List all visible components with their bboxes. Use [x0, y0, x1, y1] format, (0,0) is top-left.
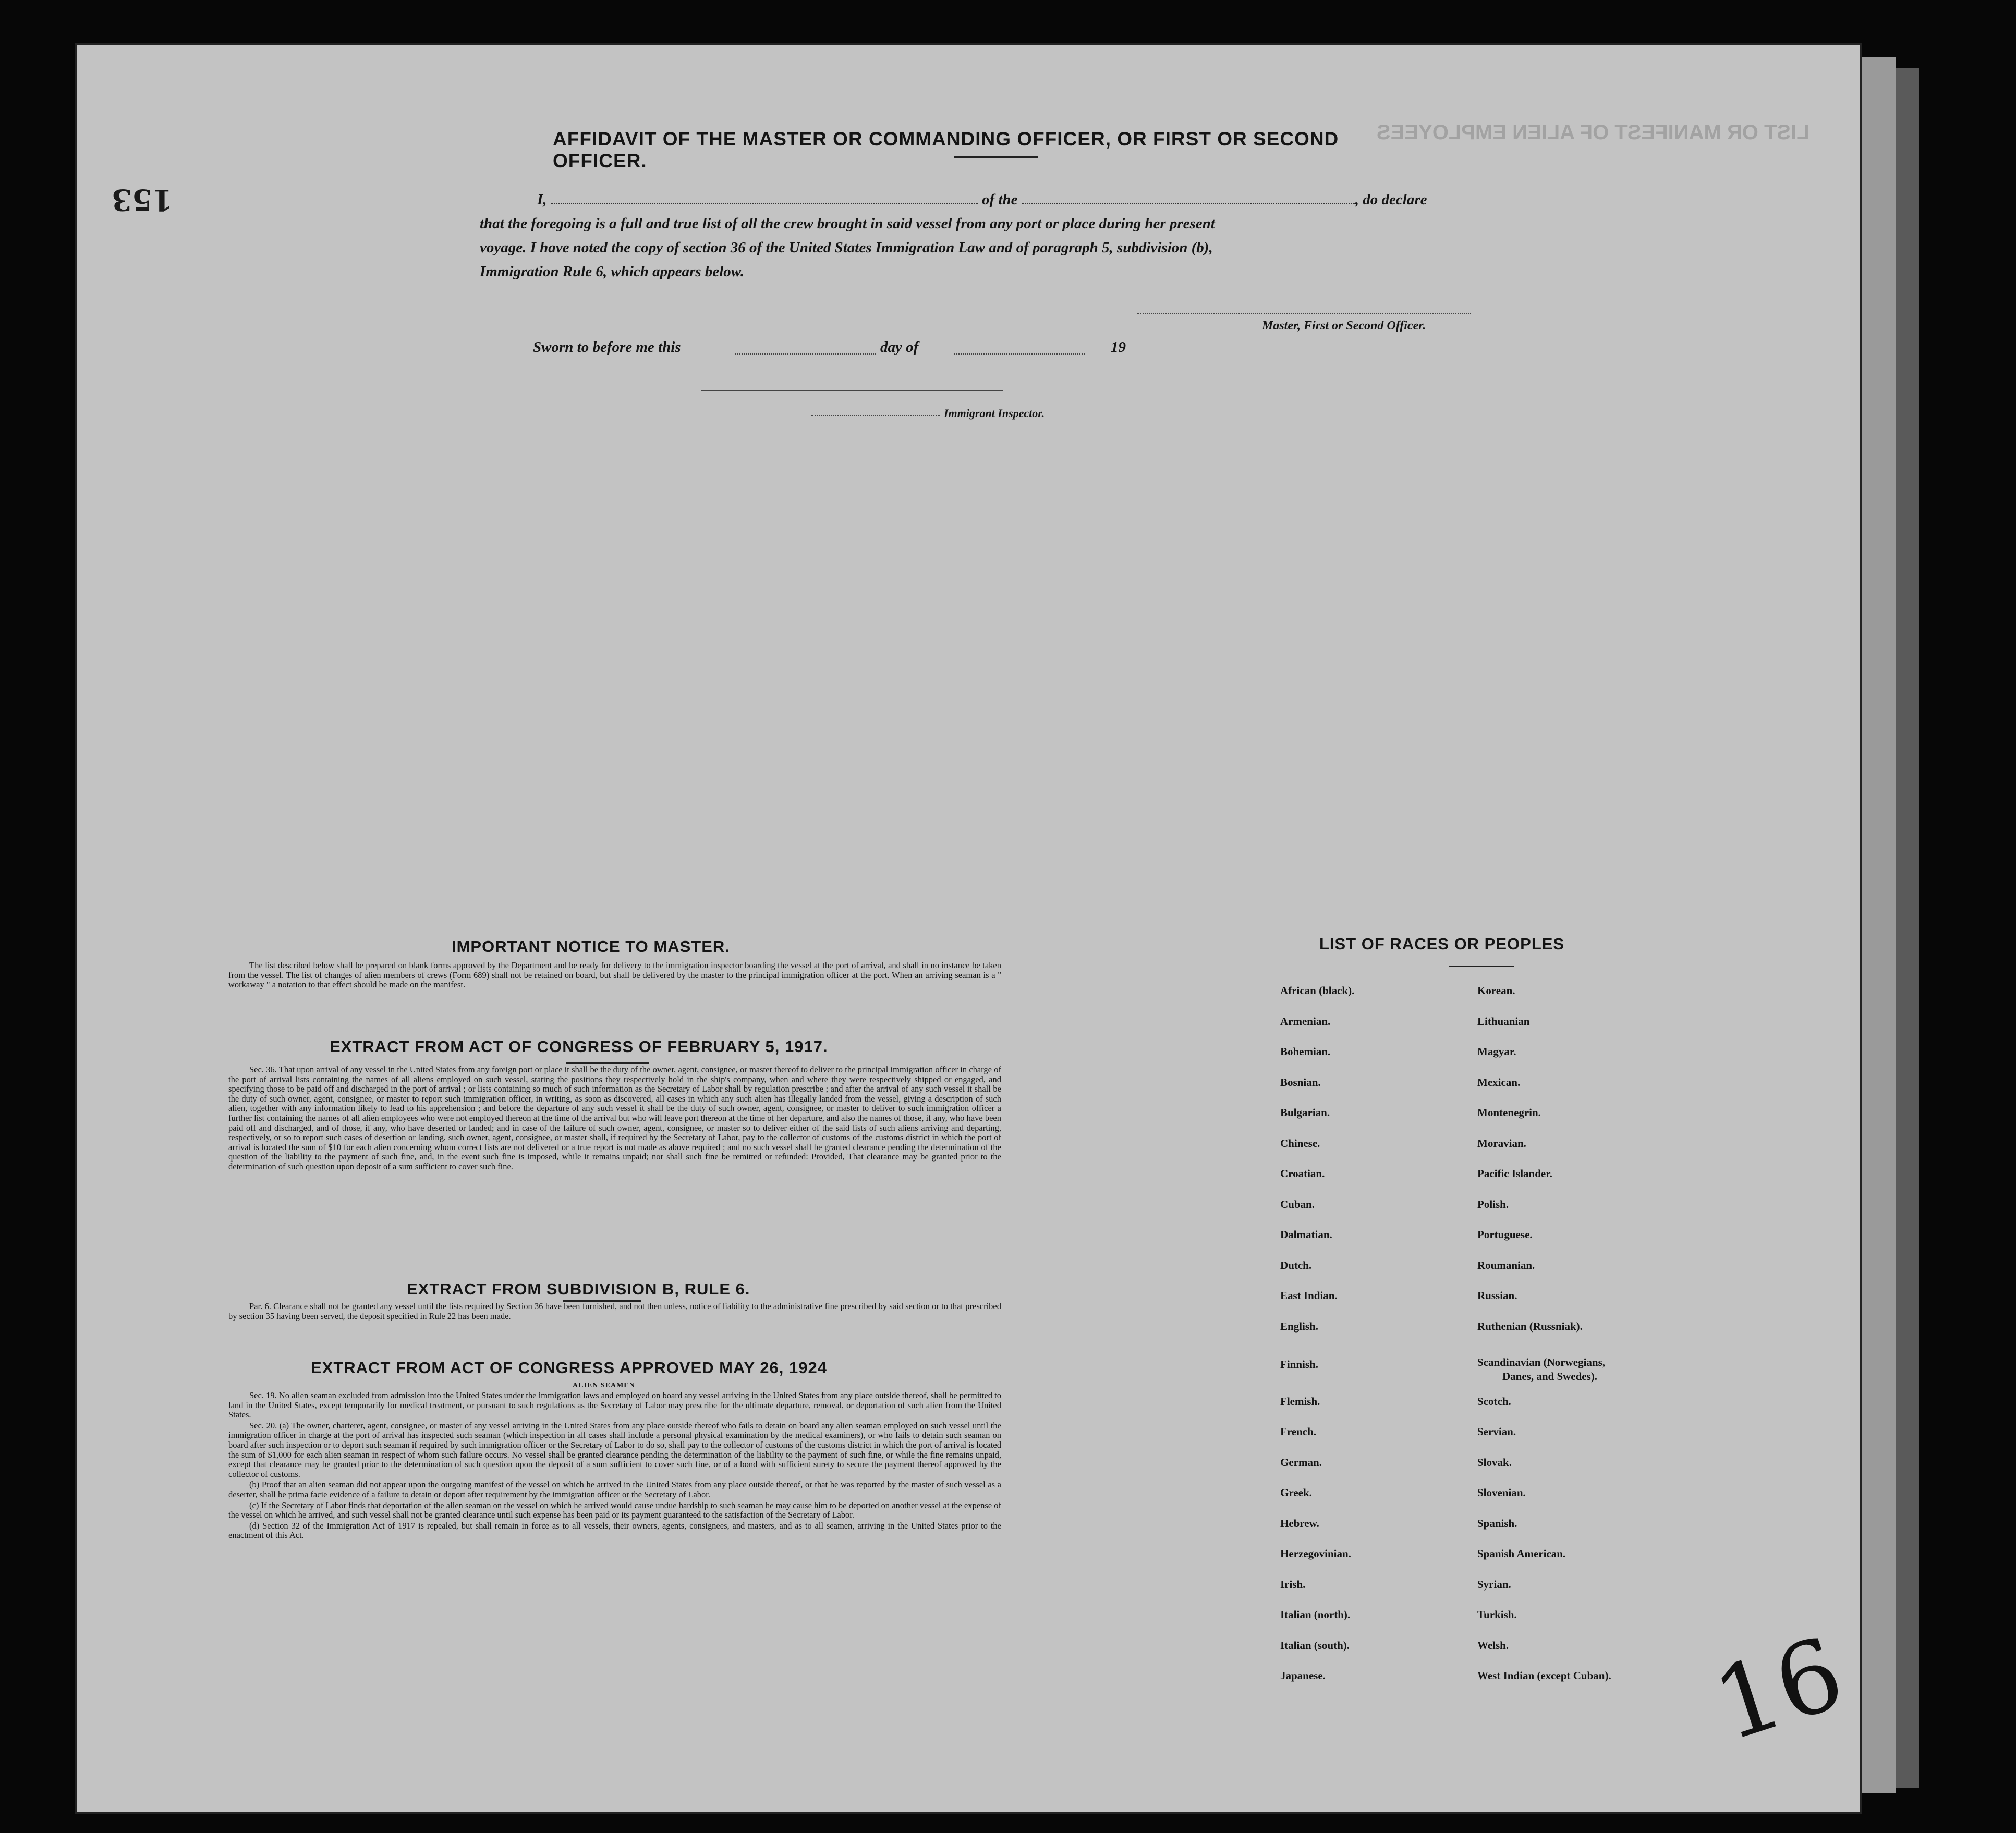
extract-1924-paragraph: (c) If the Secretary of Labor finds that deportation of the alien seaman on the vessel on which he arrived would cause undue hardship to such seaman he may cause him to be deported on another vessel at the expense of the vessel on which he arrived, and such vessel shall not be granted clearance until such expense has been paid or its payment guaranteed to the satisfaction of the Secretary of Labor.: [228, 1500, 1001, 1520]
extract-1924-paragraph: Sec. 20. (a) The owner, charterer, agent, consignee, or master of any vessel arriving in the United States from any place outside thereof who fails to detain on board any alien seaman employed on such vessel until the immigration officer in charge at the port of arrival has inspected such seaman (which inspection in all cases shall include a personal physical examination by the medical examiners), or who fails to detain such seaman on board after such inspection or to deport such seaman if required by such immigration officer or the Secretary of Labor to do so, shall pay to the collector of customs of the customs district in which the port of arrival is located the sum of $1,000 for each alien seaman in respect of whom such failure occurs. No vessel shall be granted clearance pending the determination of the liability to the payment of such fine, or while the fine remains unpaid, except that clearance may be granted prior to the determination of such question upon the deposit of a sum sufficient to cover such fine, or of a bond with sufficient surety to secure the payment thereof approved by the collector of customs.: [228, 1420, 1001, 1479]
inspector-label: Immigrant Inspector.: [944, 407, 1045, 420]
race-item: Greek.: [1280, 1486, 1312, 1499]
extract-1917-paragraph: Sec. 36. That upon arrival of any vessel in the United States from any foreign port or place it shall be the duty of the owner, agent, consignee, or master thereof to deliver to the principal immigration officer in charge of the port of arrival lists containing the names of all aliens employed on such vessel, stating the positions they respectively hold in the ship's company, when and where they were respectively shipped or engaged, and specifying those to be paid off and discharged in the port of arrival ; or lists containing so much of such information as the Secretary of Labor shall by regulation prescribe ; and after the arrival of any such vessel it shall be the duty of such owner, agent, consignee, or master to report such immigration officer, in writing, as soon as discovered, all cases in which any such alien has illegally landed from the vessel, giving a description of such alien, together with any information likely to lead to his apprehension ; and before the departure of any such vessel it shall be the duty of such owner, agent, consignee, or master to deliver to such immigration officer a further list containing the names of all alien employees who were not employed thereon at the time of the arrival but who will leave port thereon at the time of her departure, and also the names of those, if any, who have been paid off and discharged, and of those, if any, who have deserted or landed; and in case of the failure of such owner, agent, consignee, or master so to deliver either of the said lists of such aliens arriving and departing, respectively, or so to report such cases of desertion or landing, such owner, agent, consignee, or master shall, if required by the Secretary of Labor, pay to the collector of customs of the customs district in which the port of arrival is located the sum of $10 for each alien concerning whom correct lists are not delivered or a true report is not made as above required ; and no such vessel shall be granted clearance pending the determination of the question of the liability to the payment of such fine, and, in the event such fine is imposed, while it remains unpaid; nor shall such fine be remitted or refunded: Provided, That clearance may be granted prior to the determination of such question upon deposit of a sum sufficient to cover such fine.: [228, 1065, 1001, 1171]
race-item: Scotch.: [1477, 1395, 1511, 1408]
race-item: German.: [1280, 1456, 1322, 1469]
race-item: Croatian.: [1280, 1167, 1325, 1180]
notice-title: IMPORTANT NOTICE TO MASTER.: [452, 937, 730, 956]
extract-rule6-title: EXTRACT FROM SUBDIVISION B, RULE 6.: [407, 1280, 750, 1298]
race-item: Spanish American.: [1477, 1547, 1566, 1560]
name-field[interactable]: [551, 190, 978, 204]
race-item: Roumanian.: [1477, 1259, 1535, 1272]
race-item: Chinese.: [1280, 1137, 1320, 1150]
extract-1917-text: [228, 1065, 1001, 1173]
race-item: Magyar.: [1477, 1045, 1516, 1058]
race-item: Welsh.: [1477, 1639, 1509, 1652]
extract-rule6-text: [228, 1302, 1001, 1322]
race-item: Korean.: [1477, 984, 1515, 997]
extract-1917-underline: [566, 1062, 649, 1064]
race-item: Turkish.: [1477, 1608, 1517, 1621]
race-item: Herzegovinian.: [1280, 1547, 1351, 1560]
notice-paragraph: The list described below shall be prepared on blank forms approved by the Department and be ready for delivery to the immigration inspector boarding the vessel at the port of arrival, and shall in no instance be taken from the vessel. The list of changes of alien members of crews (Form 689) shall not be retained on board, but shall be delivered by the master to the principal immigration officer at the port. When an arriving seaman is a " workaway " a notation to that effect should be made on the manifest.: [228, 960, 1001, 990]
race-item: Japanese.: [1280, 1669, 1326, 1682]
race-item: Dutch.: [1280, 1259, 1312, 1272]
affidavit-line-4: Immigration Rule 6, which appears below.: [480, 263, 745, 280]
race-item: Russian.: [1477, 1289, 1517, 1302]
race-item: Montenegrin.: [1477, 1106, 1541, 1119]
race-item: Cuban.: [1280, 1198, 1315, 1211]
race-item: Bosnian.: [1280, 1076, 1321, 1089]
extract-1924-paragraph: Sec. 19. No alien seaman excluded from admission into the United States under the immigration laws and employed on board any vessel arriving in the United States from any place outside thereof, shall be permitted to land in the United States, except temporarily for medical treatment, or pursuant to such regulations as the Secretary of Labor may prescribe for the ultimate departure, removal, or deportation of such alien from the United States.: [228, 1390, 1001, 1420]
extract-1917-title: EXTRACT FROM ACT OF CONGRESS OF FEBRUARY 5, 1917.: [330, 1037, 828, 1056]
race-item: Italian (north).: [1280, 1608, 1351, 1621]
affidavit-declare: , do declare: [1355, 191, 1427, 208]
inspector-dotted-line: [811, 415, 940, 416]
race-item: English.: [1280, 1320, 1318, 1333]
race-item: Pacific Islander.: [1477, 1167, 1552, 1180]
affidavit-statement: [480, 188, 1491, 284]
race-item: Scandinavian (Norwegians,: [1477, 1356, 1606, 1368]
race-item-continuation: Danes, and Swedes).: [1502, 1370, 1598, 1383]
race-item: Irish.: [1280, 1578, 1306, 1591]
race-item: Polish.: [1477, 1198, 1509, 1211]
sworn-month-field[interactable]: [954, 353, 1085, 355]
race-item: Slovenian.: [1477, 1486, 1526, 1499]
affidavit-i: I,: [537, 191, 547, 208]
affidavit-line-3: voyage. I have noted the copy of section 36 of the United States Immigration Law and of paragraph 5, subdivision (b),: [480, 239, 1213, 256]
race-item: Italian (south).: [1280, 1639, 1350, 1652]
race-item: Lithuanian: [1477, 1015, 1530, 1028]
year-prefix: 19: [1111, 339, 1126, 356]
handwritten-number: 16: [1701, 1615, 1857, 1764]
extract-1924-paragraph: (b) Proof that an alien seaman did not appear upon the outgoing manifest of the vessel on which he arrived in the United States from any place outside thereof, or that he was reported by the master of such vessel as a deserter, shall be prima facie evidence of a failure to detain or deport after requirement by the immigration officer or the Secretary of Labor.: [228, 1480, 1001, 1499]
title-underline: [954, 156, 1038, 158]
race-item: African (black).: [1280, 984, 1355, 997]
race-item: Spanish.: [1477, 1517, 1517, 1530]
race-item: French.: [1280, 1425, 1317, 1438]
race-item: Dalmatian.: [1280, 1228, 1332, 1241]
vessel-field[interactable]: [1022, 190, 1355, 204]
race-item: Ruthenian (Russniak).: [1477, 1320, 1583, 1333]
master-signature-label: Master, First or Second Officer.: [1262, 319, 1426, 333]
extract-1924-title: EXTRACT FROM ACT OF CONGRESS APPROVED MAY 26, 1924: [311, 1359, 827, 1377]
extract-1924-paragraph: (d) Section 32 of the Immigration Act of 1917 is repealed, but shall remain in force as to all vessels, their owners, agents, consignees, and masters, and as to all seamen, arriving in the United States prior to the enactment of this Act.: [228, 1520, 1001, 1541]
affidavit-title: AFFIDAVIT OF THE MASTER OR COMMANDING OFFICER, OR FIRST OR SECOND OFFICER.: [553, 128, 1339, 172]
race-item: Armenian.: [1280, 1015, 1331, 1028]
race-item: Mexican.: [1477, 1076, 1521, 1089]
race-item: Syrian.: [1477, 1578, 1511, 1591]
races-title: LIST OF RACES OR PEOPLES: [1319, 935, 1565, 953]
race-item: West Indian (except Cuban).: [1477, 1669, 1611, 1682]
bleed-through-text: LIST OR MANIFEST OF ALIEN EMPLOYEES: [1377, 121, 1809, 144]
race-item: Slovak.: [1477, 1456, 1512, 1469]
race-item: Portuguese.: [1477, 1228, 1533, 1241]
extract-rule6-paragraph: Par. 6. Clearance shall not be granted any vessel until the lists required by Section 36 have been furnished, and not then unless, notice of liability to the administrative fine prescribed by said section or to that prescribed by section 35 having been served, the deposit specified in Rule 22 has been made.: [228, 1301, 1001, 1321]
day-of-text: day of: [880, 339, 919, 356]
extract-1924-text: [228, 1391, 1001, 1542]
race-item: Moravian.: [1477, 1137, 1526, 1150]
document-page: [77, 45, 1860, 1812]
inspector-signature-line[interactable]: [701, 390, 1003, 391]
notice-text: [228, 961, 1001, 991]
race-item: Finnish.: [1280, 1358, 1318, 1371]
affidavit-line-2: that the foregoing is a full and true list of all the crew brought in said vessel from any port or place during her present: [480, 215, 1215, 232]
race-item: Servian.: [1477, 1425, 1516, 1438]
sworn-text: Sworn to before me this: [533, 339, 681, 356]
sworn-day-field[interactable]: [735, 353, 876, 355]
affidavit-of-the: of the: [982, 191, 1018, 208]
race-item: Flemish.: [1280, 1395, 1320, 1408]
race-item: Bohemian.: [1280, 1045, 1331, 1058]
race-item: Bulgarian.: [1280, 1106, 1330, 1119]
page-number: 153: [112, 182, 173, 217]
races-underline: [1449, 966, 1514, 967]
race-item: East Indian.: [1280, 1289, 1338, 1302]
master-signature-line[interactable]: [1137, 313, 1471, 314]
alien-seamen-subtitle: ALIEN SEAMEN: [573, 1382, 635, 1389]
race-item: Hebrew.: [1280, 1517, 1319, 1530]
